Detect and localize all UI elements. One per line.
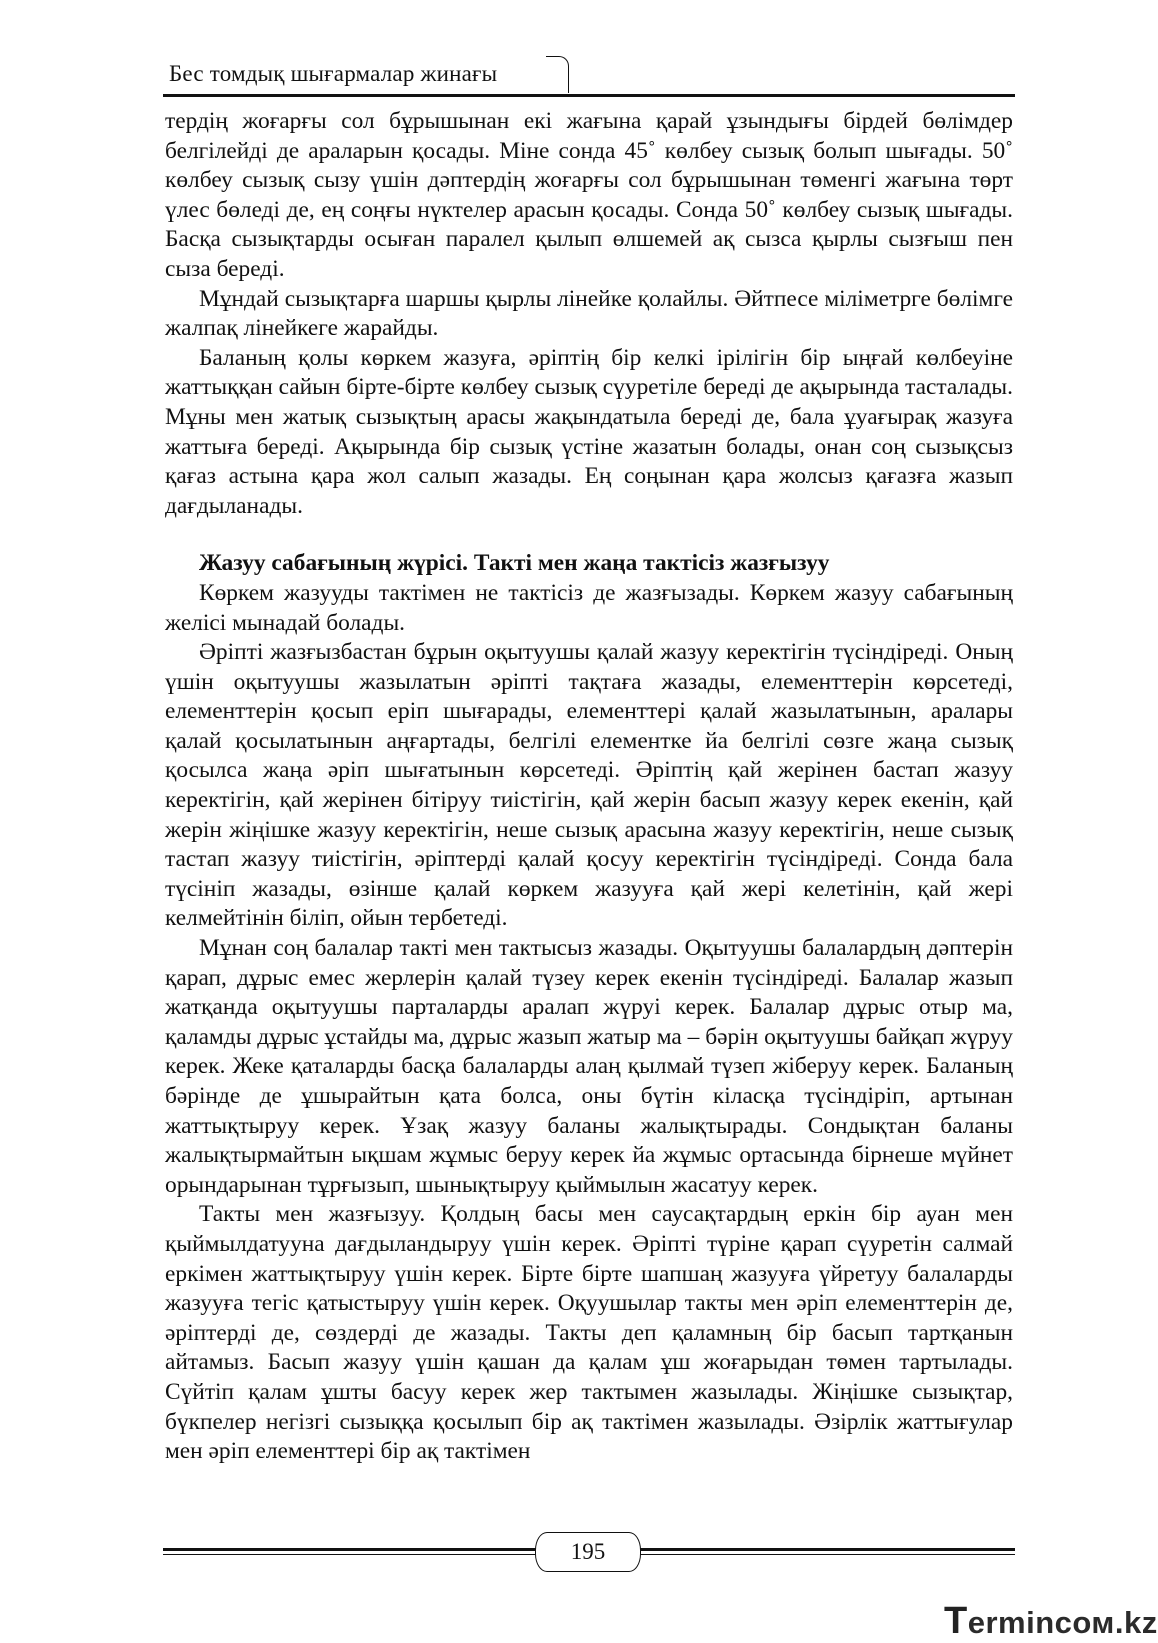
watermark-lead-letter: T [944,1600,968,1642]
paragraph: Көркем жазууды тактімен не тактісіз де жазғызады. Көркем жазуу сабағының желісі мынадай болады. [165,579,1013,636]
page-number: 195 [535,1532,641,1572]
page-body [165,107,1013,1467]
page-footer [163,1532,1015,1572]
running-header [163,56,1015,97]
paragraph: Баланың қолы көркем жазуға, әріптің бір келкі ірілігін бір ыңғай көлбеуіне жаттыққан сайын бірте-бірте көлбеу сызық сүуретіле береді де ақырында тасталады. Мұны мен жатық сызықтың арасы жақындатыла береді де, бала ұуағырақ жазуға жаттыға береді. Ақырында бір сызық үстіне жазатын болады, онан соң сызықсыз қағаз астына қара жол салып жазады. Ең соңынан қара жолсыз қағазға жазып дағдыланады. [165,344,1013,519]
section-heading: Жазуу сабағының жүрісі. Такті мен жаңа тактісіз жазғызуу [199,550,830,577]
paragraph: Такты мен жазғызуу. Қолдың басы мен саусақтардың еркін бір ауан мен қыймылдатууна дағдыландыруу үшін керек. Әріпті түріне қарап сүуретін салмай еркімен жаттықтыруу үшін керек. Бірте бірте шапшаң жазууға үйретуу балаларды жазууға тегіс қатыстыруу үшін керек. Оқуушылар такты мен әріп елементтерін де, әріптерді де, сөздерді де жазады. Такты деп қаламның бір басып тартқанын айтамыз. Басып жазуу үшін қашан да қалам ұш жоғарыдан төмен тартылады. Сүйтіп қалам ұшты басуу керек жер тактымен жазылады. Жіңішке сызықтар, бүкпелер негізгі сызыққа қосылып бір ақ тактімен жазылады. Әзірлік жаттығулар мен әріп елементтері бір ақ тактімен [165,1201,1013,1465]
book-title: Бес томдық шығармалар жинағы [169,61,498,86]
header-tab-decoration [546,56,569,93]
paragraph: Мұндай сызықтарға шаршы қырлы лінейке қолайлы. Әйтпесе міліметрге бөлімге жалпақ лінейкеге жарайды. [165,285,1013,342]
paragraph: Әріпті жазғызбастан бұрын оқытуушы қалай жазуу керектігін түсіндіреді. Оның үшін оқытуушы жазылатын әріпті тақтаға жазады, елементтерін көрсетеді, елементтерін қосып еріп шығарады, елементтері қалай жазылатынын, аралары қалай қосылатынын аңғартады, белгілі елементке йа белгілі сөзге жаңа сызық қосылса жаңа әріп шығатынын көрсетеді. Әріптің қай жерінен бастап жазуу керектігін, қай жерінен бітіруу тиістігін, қай жерін басып жазуу керек екенін, қай жерін жіңішке жазуу керектігін, неше сызық арасына жазуу керектігін, неше сызық тастап жазуу тиістігін, әріптерді қалай қосуу керектігін түсіндіреді. Сонда бала түсініп жазады, өзінше қалай көркем жазууға қай жері келетінін, қай жері келмейтінін біліп, ойын тербетеді. [165,639,1013,932]
paragraph-continuation: тердің жоғарғы сол бұрышынан екі жағына қарай ұзындығы бірдей бөлімдер белгілейді де араларын қосады. Міне сонда 45˚ көлбеу сызық болып шығады. 50˚ көлбеу сызық сызу үшін дәптердің жоғарғы сол бұрышынан төменгі жағына төрт үлес бөледі де, ең соңғы нүктелер арасын қосады. Сонда 50˚ көлбеу сызық шығады. Басқа сызықтарды осыған паралел қылып өлшемей ақ сызса қырлы сызғыш пен сыза береді. [165,108,1013,282]
watermark-text: ermincом.kz [967,1605,1158,1640]
paragraph: Мұнан соң балалар такті мен тактысыз жазады. Оқытуушы балалардың дәптерін қарап, дұрыс емес жерлерін қалай түзеу керек екенін түсіндіреді. Балалар жазып жатқанда оқытуушы парталарды аралап жүруі керек. Балалар дұрыс отыр ма, қаламды дұрыс ұстайды ма, дұрыс жазып жатыр ма – бәрін оқытуушы байқап жүруу керек. Жеке қаталарды басқа балаларды алаң қылмай түзеп жіберуу керек. Баланың бәрінде де ұшырайтын қата болса, оны бүтін кіласқа түсіндіріп, артынан жаттықтыруу керек. Ұзақ жазуу баланы жалықтырады. Сондықтан баланы жалықтырмайтын ықшам жұмыс беруу керек йа жұмыс ортасында бірнеше мүйнет орындарынан тұрғызып, шынықтыруу қыймылын жасатуу керек. [165,935,1013,1198]
